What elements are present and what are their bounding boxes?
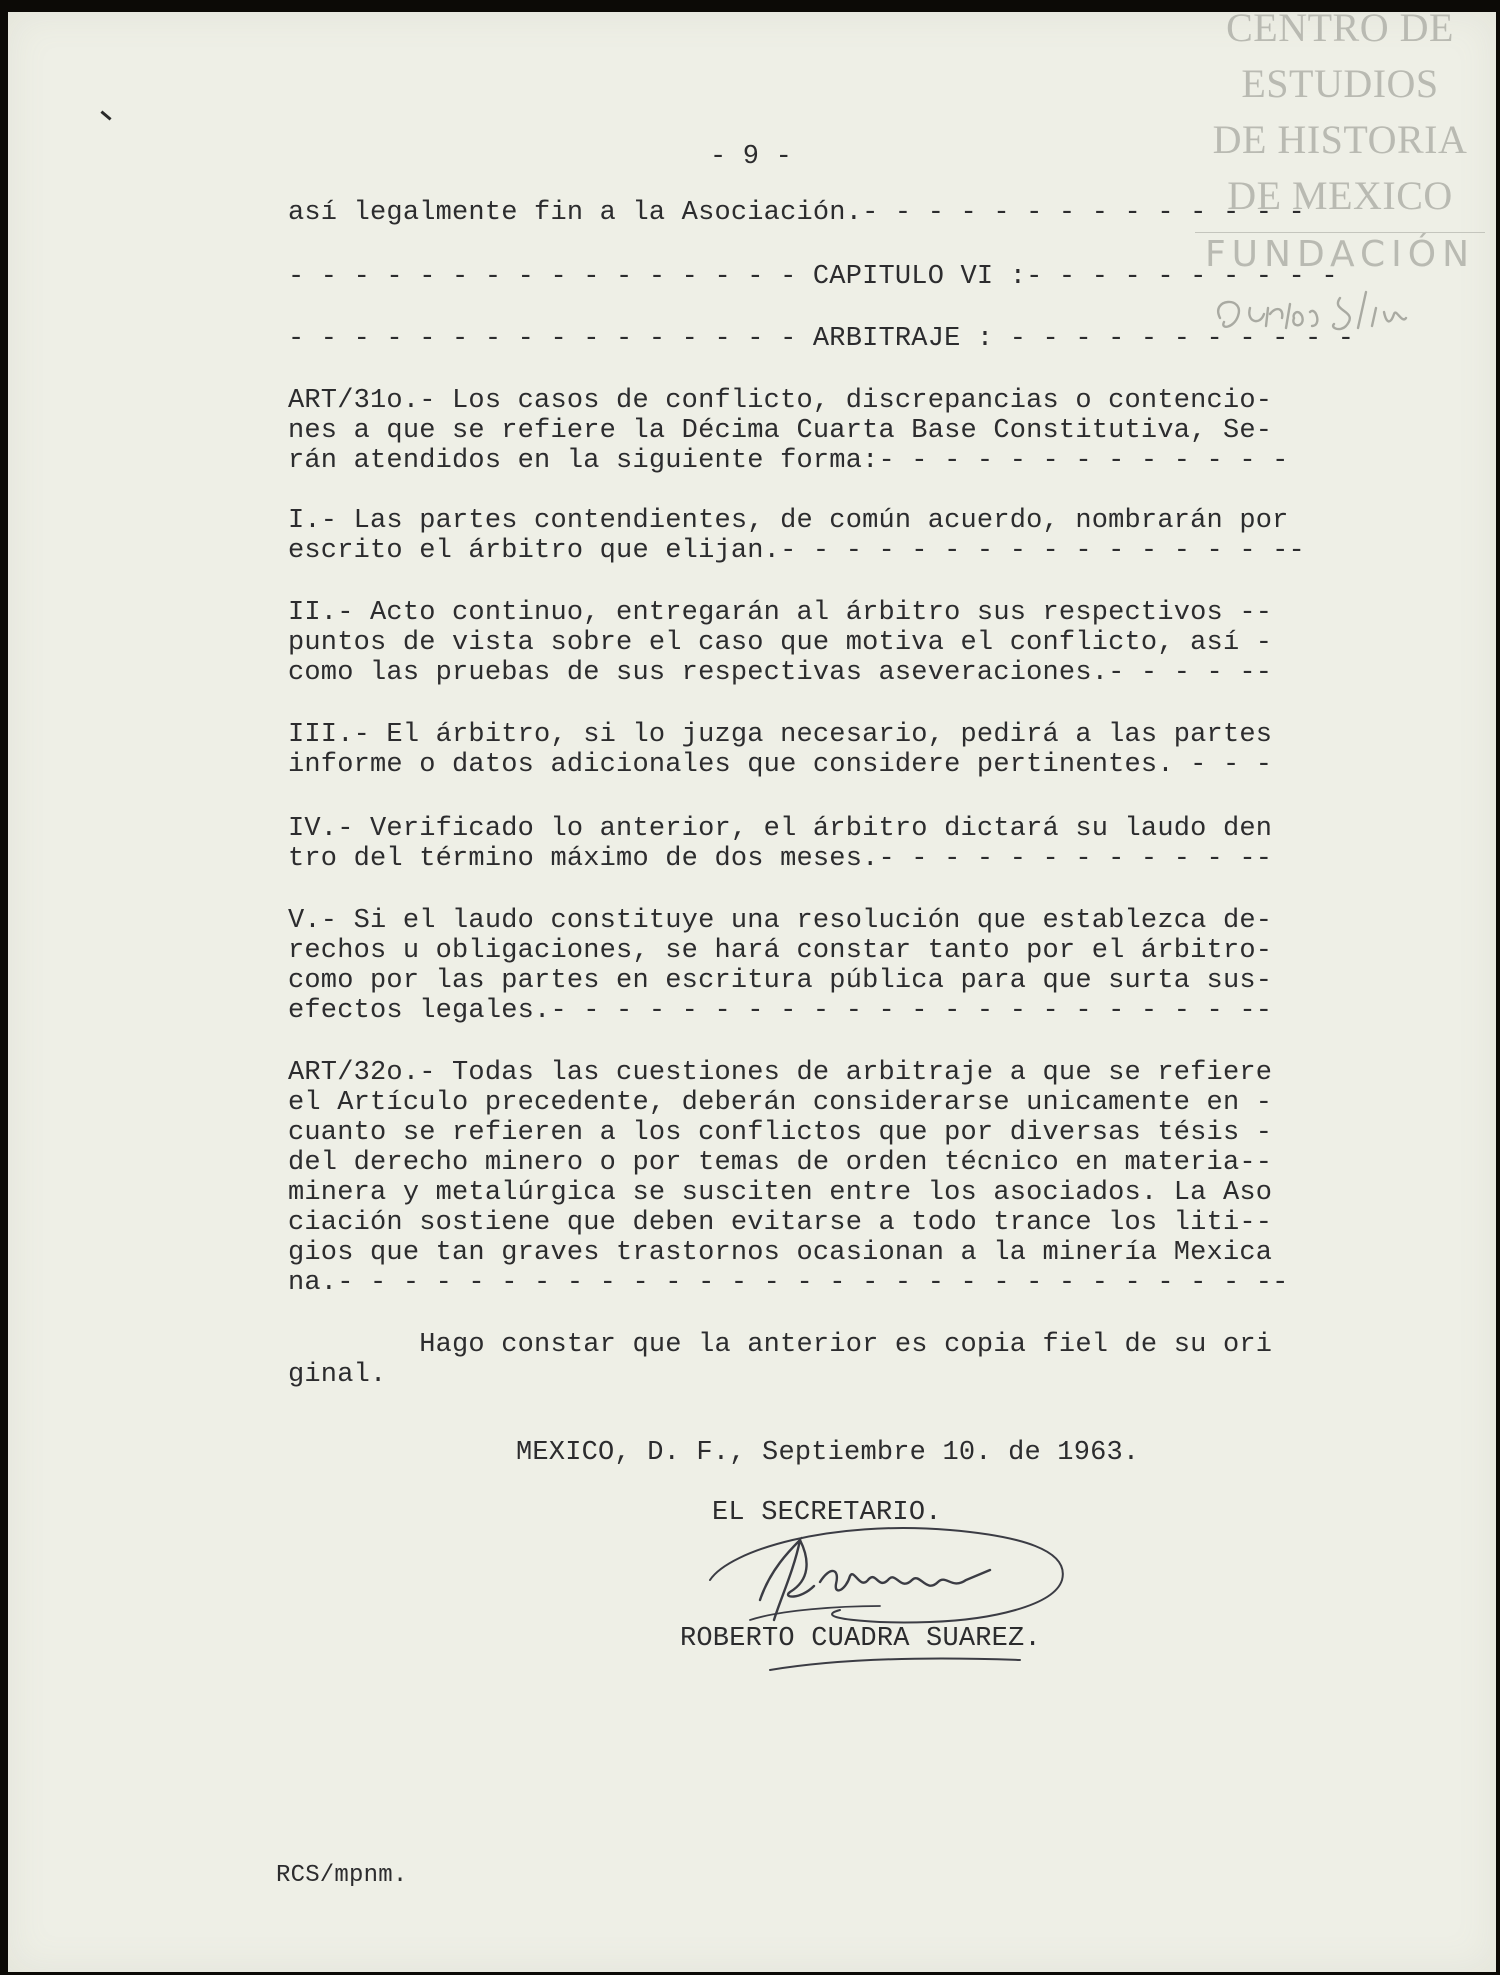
text-line: cuanto se refieren a los conflictos que por diversas tésis - bbox=[288, 1118, 1273, 1148]
text-line: el Artículo precedente, deberán considerarse unicamente en - bbox=[288, 1088, 1273, 1118]
text-line: gios que tan graves trastornos ocasionan a la minería Mexica bbox=[288, 1238, 1273, 1268]
text-line: puntos de vista sobre el caso que motiva el conflicto, así - bbox=[288, 628, 1273, 658]
text-line: minera y metalúrgica se susciten entre los asociados. La Aso bbox=[288, 1178, 1273, 1208]
handwritten-signature bbox=[690, 1510, 1100, 1680]
page-number: - 9 - bbox=[710, 142, 793, 172]
text-line: rán atendidos en la siguiente forma:- - - - - - - - - - - - - bbox=[288, 446, 1289, 476]
watermark-line-4: DE MEXICO bbox=[1227, 173, 1453, 218]
typist-initials: RCS/mpnm. bbox=[276, 1862, 408, 1889]
text-line: ginal. bbox=[288, 1360, 387, 1390]
text-line: informe o datos adicionales que considere pertinentes. - - - bbox=[288, 750, 1273, 780]
text-line: Hago constar que la anterior es copia fiel de su ori bbox=[288, 1330, 1273, 1360]
watermark-line-2: ESTUDIOS bbox=[1241, 61, 1439, 106]
watermark-rule bbox=[1195, 232, 1485, 233]
text-line: I.- Las partes contendientes, de común acuerdo, nombrarán por bbox=[288, 506, 1289, 536]
place-and-date: MEXICO, D. F., Septiembre 10. de 1963. bbox=[516, 1438, 1140, 1468]
text-line: II.- Acto continuo, entregarán al árbitro sus respectivos -- bbox=[288, 598, 1273, 628]
text-line: como por las partes en escritura pública para que surta sus- bbox=[288, 966, 1273, 996]
text-line: tro del término máximo de dos meses.- - - - - - - - - - - -- bbox=[288, 844, 1273, 874]
signer-title: EL SECRETARIO. bbox=[712, 1498, 942, 1528]
text-line: escrito el árbitro que elijan.- - - - - - - - - - - - - - - -- bbox=[288, 536, 1305, 566]
watermark-foundation: FUNDACIÓN bbox=[1204, 234, 1476, 275]
text-line: rechos u obligaciones, se hará constar tanto por el árbitro- bbox=[288, 936, 1273, 966]
text-line: III.- El árbitro, si lo juzga necesario, pedirá a las partes bbox=[288, 720, 1273, 750]
text-line: del derecho minero o por temas de orden técnico en materia-- bbox=[288, 1148, 1273, 1178]
chapter-heading: - - - - - - - - - - - - - - - - CAPITULO VI :- - - - - - - - - - bbox=[288, 262, 1338, 292]
text-line: V.- Si el laudo constituye una resolución que establezca de- bbox=[288, 906, 1273, 936]
text-line: así legalmente fin a la Asociación.- - - - - - - - - - - - - - bbox=[288, 198, 1305, 228]
text-line: ciación sostiene que deben evitarse a todo trance los liti-- bbox=[288, 1208, 1273, 1238]
text-line: ART/31o.- Los casos de conflicto, discrepancias o contencio- bbox=[288, 386, 1273, 416]
watermark-line-3: DE HISTORIA bbox=[1212, 117, 1468, 162]
signer-name: ROBERTO CUADRA SUAREZ. bbox=[680, 1624, 1041, 1654]
text-line: nes a que se refiere la Décima Cuarta Base Constitutiva, Se- bbox=[288, 416, 1273, 446]
text-line: efectos legales.- - - - - - - - - - - - - - - - - - - - - -- bbox=[288, 996, 1273, 1026]
archive-watermark bbox=[1190, 0, 1490, 348]
text-line: ART/32o.- Todas las cuestiones de arbitraje a que se refiere bbox=[288, 1058, 1273, 1088]
text-line: como las pruebas de sus respectivas aseveraciones.- - - - -- bbox=[288, 658, 1273, 688]
text-line: IV.- Verificado lo anterior, el árbitro dictará su laudo den bbox=[288, 814, 1273, 844]
text-line: na.- - - - - - - - - - - - - - - - - - - - - - - - - - - - -- bbox=[288, 1268, 1289, 1298]
section-heading: - - - - - - - - - - - - - - - - ARBITRAJE : - - - - - - - - - - - bbox=[288, 324, 1355, 354]
watermark-line-1: CENTRO DE bbox=[1226, 5, 1454, 50]
